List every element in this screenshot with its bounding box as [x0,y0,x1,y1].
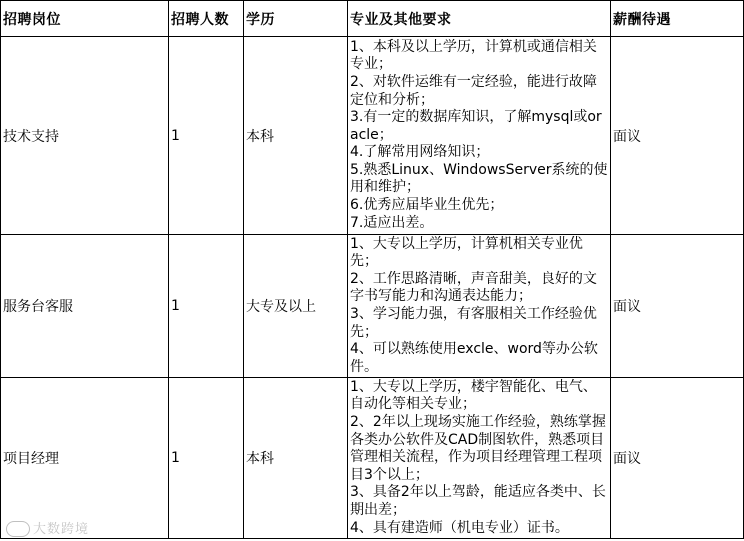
cell-count: 1 [169,37,244,235]
header-education: 学历 [244,1,348,37]
header-requirements: 专业及其他要求 [348,1,611,37]
requirement-line: 1、大专以上学历，楼宇智能化、电气、自动化等相关专业； [350,378,597,413]
cell-salary: 面议 [611,235,744,378]
table-row [1,235,744,378]
cell-education: 本科 [244,37,348,235]
cell-requirements [348,378,611,539]
table-row [1,378,744,539]
header-salary: 薪酬待遇 [611,1,744,37]
header-position: 招聘岗位 [1,1,169,37]
requirement-line: 2、工作思路清晰，声音甜美，良好的文字书写能力和沟通表达能力； [350,270,597,305]
cell-position: 项目经理 [1,378,169,539]
requirement-line: 2、2年以上现场实施工作经验，熟练掌握各类办公软件及CAD制图软件，熟悉项目管理相关流程，作为项目经理管理工程项目3个以上； [350,414,606,483]
requirement-line: 3.有一定的数据库知识，了解mysql或oracle； [350,109,602,143]
cell-position: 技术支持 [1,37,169,235]
requirement-line: 4、具有建造师（机电专业）证书。 [350,519,569,536]
cell-count: 1 [169,378,244,539]
requirement-line: 4.了解常用网络知识； [350,144,490,161]
header-row [1,1,744,37]
requirement-line: 5.熟悉Linux、WindowsServer系统的使用和维护； [350,161,608,196]
cell-requirements [348,235,611,378]
requirement-line: 1、本科及以上学历，计算机或通信相关专业； [350,38,597,73]
watermark [6,518,89,538]
requirement-line: 2、对软件运维有一定经验，能进行故障定位和分析； [350,73,597,108]
cell-count: 1 [169,235,244,378]
cell-requirements [348,37,611,235]
requirement-line: 3、具备2年以上驾龄，能适应各类中、长期出差； [350,484,606,518]
requirement-line: 7.适应出差。 [350,214,434,231]
requirement-line: 4、可以熟练使用excle、word等办公软件。 [350,341,598,375]
header-count: 招聘人数 [169,1,244,37]
cell-salary: 面议 [611,378,744,539]
watermark-logo-icon [6,521,30,537]
cell-salary: 面议 [611,37,744,235]
requirement-line: 3、学习能力强，有客服相关工作经验优先； [350,306,597,340]
cell-education: 大专及以上 [244,235,348,378]
watermark-text: 大数跨境 [33,521,90,537]
cell-education: 本科 [244,378,348,539]
table-row [1,37,744,235]
requirement-line: 6.优秀应届毕业生优先； [350,197,504,214]
cell-position: 服务台客服 [1,235,169,378]
requirement-line: 1、大专以上学历，计算机相关专业优先； [350,235,583,270]
